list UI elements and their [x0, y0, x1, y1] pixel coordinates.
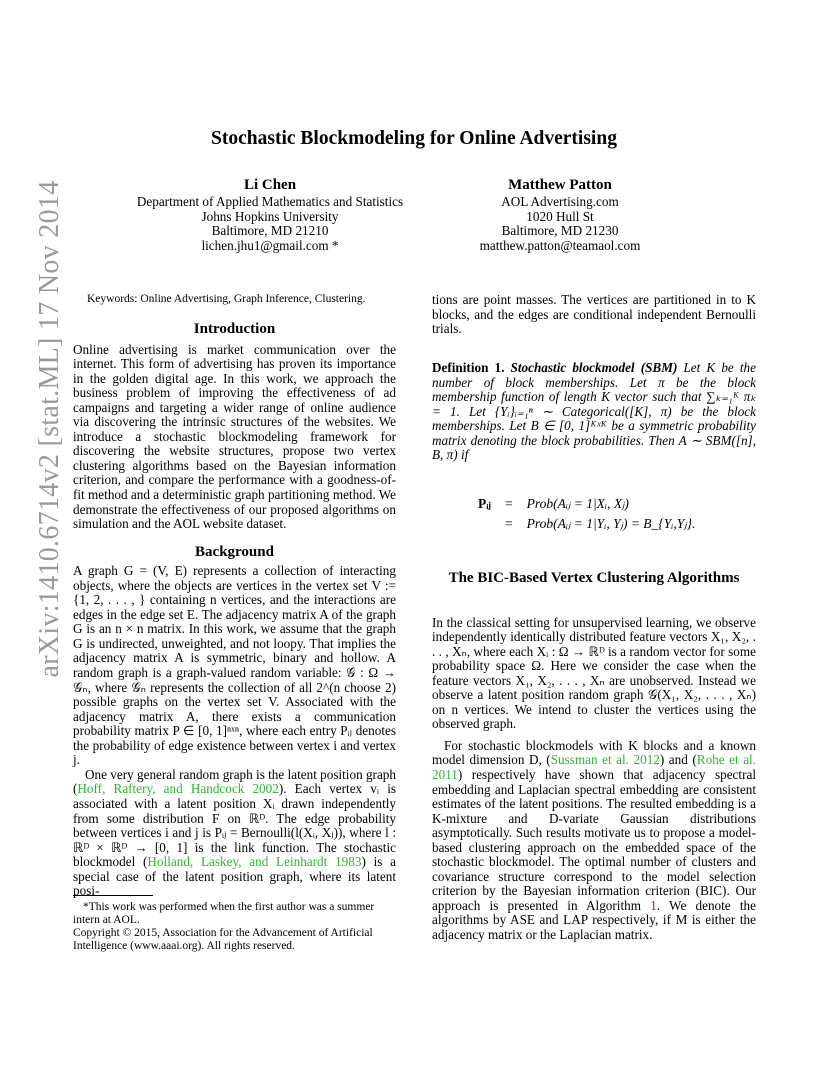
author-name: Li Chen — [243, 177, 297, 193]
citation-link[interactable]: Rohe et al. 2011 — [432, 752, 757, 783]
paper-title: Stochastic Blockmodeling for Online Advertising — [211, 128, 617, 149]
author-affiliation: Johns Hopkins University — [201, 208, 339, 224]
algorithm-reference-link[interactable]: 1 — [650, 897, 657, 913]
bic-paragraph-1: In the classical setting for unsupervised learning, we observe independently identically distributed feature vectors X₁, X₂, . . . , Xₙ, where each Xᵢ : Ω → ℝᴰ is a random vector for some probability space Ω. Here we consider the case when the feature vectors X₁, X₂, . . . , Xₙ are unobserved. Instead we observe a latent position random graph 𝒢(X₁, X₂, . . . , Xₙ) on n vertices. We intend to cluster the vertices using the observed graph. — [432, 614, 756, 732]
introduction-paragraph: Online advertising is market communication over the internet. This form of advertising has proven its importance in the golden digital age. In this work, we approach the business problem of improving the effectiveness of ad campaigns and targeting a wider range of online audience via discovering the intrinsic structures of the websites. We introduce a stochastic blockmodeling framework for discovering the website structures, propose two vertex clustering algorithms based on the Bayesian information criterion, and compare the performance with a goodness-of-fit method and a deterministic graph partitioning method. We demonstrate the effectiveness of our proposed algorithms on simulation and the AOL website dataset. — [73, 341, 396, 532]
arxiv-identifier: arXiv:1410.6714v2 [stat.ML] 17 Nov 2014 — [34, 180, 65, 678]
author-email: lichen.jhu1@gmail.com * — [201, 237, 339, 253]
keywords: Keywords: Online Advertising, Graph Inference, Clustering. — [87, 293, 366, 305]
definition-label: Definition 1. — [432, 360, 505, 375]
definition-block — [432, 361, 756, 463]
section-heading-bic: The BIC-Based Vertex Clustering Algorithms — [448, 570, 740, 586]
continued-paragraph: tions are point masses. The vertices are partitioned in to K blocks, and the edges are conditional independent Bernoulli trials. — [432, 292, 756, 337]
arxiv-sidebar — [0, 0, 65, 1072]
author-block-2 — [420, 175, 700, 253]
author-block-1 — [110, 175, 430, 253]
footnote-text: *This work was performed when the first author was a summer intern at AOL. — [73, 901, 375, 926]
equation-row-2: Prob(Aᵢⱼ = 1|Yᵢ, Yⱼ) = B_{Yᵢ,Yⱼ}. — [526, 516, 696, 531]
equation — [470, 493, 703, 535]
author-address: Baltimore, MD 21210 — [211, 223, 329, 239]
equation-row-1: Prob(Aᵢⱼ = 1|Xᵢ, Xⱼ) — [526, 496, 629, 511]
bic-paragraph-2: For stochastic blockmodels with K blocks and a known model dimension D, (Sussman et al. 2012) and (Rohe et al. 2011) respectively have shown that adjacency spectral embedding and Laplacian spectral embedding are consistent estimates of the latent positions. The resulted embedding is a K-mixture and D-variate Gaussian distributions asymptotically. Such results motivate us to propose a model-based clustering approach on the embedded space of the stochastic blockmodel. The optimal number of clusters and covariance structure correspond to the model selection criterion by the Bayesian information criterion (BIC). Our approach is presented in Algorithm 1. We denote the algorithms by ASE and LAP respectively, if M is either the adjacency matrix or the Laplacian matrix. — [432, 737, 757, 943]
author-address: 1020 Hull St — [526, 208, 594, 224]
background-paragraph-1: A graph G = (V, E) represents a collection of interacting objects, where the objects are vertices in the vertex set V := {1, 2, . . . , } containing n vertices, and the interactions are edges in the edge set E. The adjacency matrix A of the graph G is an n × n matrix. In this work, we assume that the graph G is undirected, unweighted, and not loopy. That implies the adjacency matrix A is symmetric, binary and hollow. A random graph is a graph-valued random variable: 𝒢 : Ω → 𝒢ₙ, where 𝒢ₙ represents the collection of all 2^(n choose 2) possible graphs on the vertex set V. Associated with the adjacency matrix A, there exists a communication probability matrix P ∈ [0, 1]ⁿˣⁿ, where each entry Pᵢⱼ denotes the probability of edge existence between vertex i and vertex j. — [73, 563, 396, 768]
author-address: Baltimore, MD 21230 — [501, 223, 619, 239]
author-name: Matthew Patton — [508, 177, 612, 193]
footnote-divider — [73, 895, 153, 896]
section-heading-introduction: Introduction — [193, 321, 276, 337]
author-affiliation: Department of Applied Mathematics and Statistics — [136, 194, 404, 209]
definition-text: Let K be the number of block memberships. Let π be the block membership function of length K vector such that ∑ₖ₌₁ᴷ πₖ = 1. Let {Yᵢ}ᵢ₌₁ⁿ ∼ Categorical([K], π) be the block memberships. Let B ∈ [0, 1]ᴷˣᴷ be a symmetric probability matrix denoting the block probabilities. Then A ∼ SBM([n], B, π) if — [432, 360, 756, 463]
equation-equals: = — [505, 516, 513, 531]
citation-link[interactable]: Sussman et al. 2012 — [550, 752, 660, 768]
citation-link[interactable]: Hoff, Raftery, and Handcock 2002 — [77, 781, 279, 797]
bic-section — [432, 571, 756, 943]
equation-lhs: Pᵢⱼ — [478, 496, 491, 511]
left-column — [73, 322, 396, 899]
author-email: matthew.patton@teamaol.com — [479, 237, 641, 253]
right-column-top — [432, 293, 756, 337]
footnote — [73, 901, 396, 953]
copyright-notice: Copyright © 2015, Association for the Advancement of Artificial Intelligence (www.aaai.org). All rights reserved. — [73, 927, 373, 952]
definition-name: Stochastic blockmodel (SBM) — [510, 360, 678, 375]
equation-equals: = — [505, 496, 513, 511]
author-affiliation: AOL Advertising.com — [501, 194, 619, 209]
section-heading-background: Background — [195, 543, 274, 560]
citation-link[interactable]: Holland, Laskey, and Leinhardt 1983 — [147, 854, 362, 870]
background-paragraph-2: One very general random graph is the latent position graph (Hoff, Raftery, and Handcock 2002). Each vertex vᵢ is associated with a latent position Xᵢ drawn independently from some distribution F on ℝᴰ. The edge probability between vertices i and j is Pᵢⱼ = Bernoulli(l(Xᵢ, Xⱼ)), where l : ℝᴰ × ℝᴰ → [0, 1] is the link function. The stochastic blockmodel (Holland, Laskey, and Leinhardt 1983) is a special case of the latent position graph, where its latent posi- — [73, 766, 397, 899]
